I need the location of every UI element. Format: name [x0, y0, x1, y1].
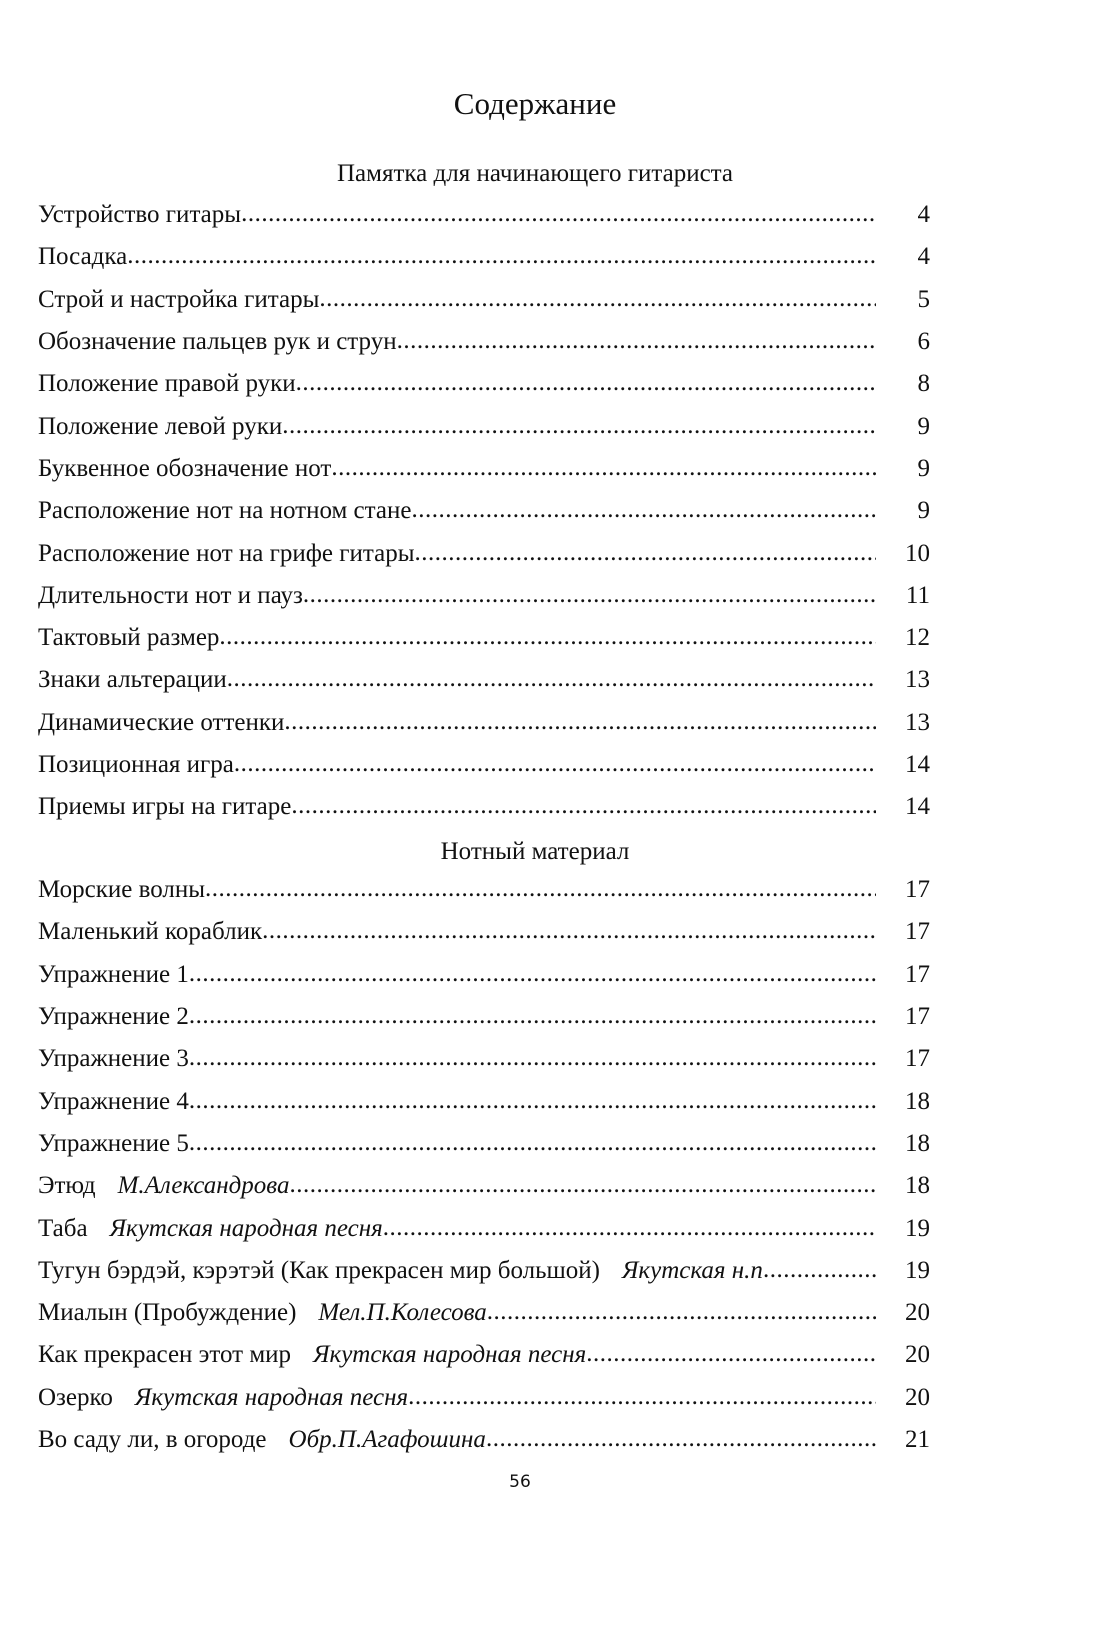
entry-page: 14	[905, 793, 930, 821]
entry-title: Длительности нот и пауз	[38, 581, 303, 609]
entry-title: Приемы игры на гитаре	[38, 793, 292, 821]
entry-title: Тактовый размер	[38, 624, 220, 652]
toc-entry[interactable]	[38, 1038, 930, 1080]
toc-entry[interactable]	[38, 1377, 930, 1419]
leader-dots	[487, 1298, 876, 1328]
entry-title: Маленький кораблик	[38, 918, 263, 946]
entry-page: 17	[905, 960, 930, 988]
leader-dots	[262, 917, 876, 947]
entry-title: Посадка	[38, 243, 128, 271]
toc-entry[interactable]	[38, 617, 930, 659]
leader-dots	[415, 539, 876, 569]
toc-entry[interactable]	[38, 1207, 930, 1249]
entry-author: Якутская народная песня	[134, 1383, 409, 1411]
page-title: Содержание	[453, 86, 617, 121]
toc-entry[interactable]	[38, 279, 930, 321]
toc-entry[interactable]	[38, 1334, 930, 1376]
toc-entry[interactable]	[38, 405, 930, 447]
entry-page: 4	[917, 243, 930, 271]
entry-page: 9	[917, 454, 930, 482]
leader-dots	[411, 496, 876, 526]
entry-page: 13	[905, 666, 930, 694]
entry-author: Обр.П.Агафошина	[288, 1426, 486, 1453]
leader-dots	[189, 960, 876, 990]
leader-dots	[189, 1044, 876, 1074]
entry-page: 17	[905, 876, 930, 904]
entry-page: 17	[905, 1003, 930, 1031]
entry-title: Расположение нот на нотном стане	[38, 497, 412, 525]
entry-title: Упражнение 4	[38, 1087, 189, 1115]
entry-author: Мел.П.Колесова	[318, 1299, 487, 1327]
leader-dots	[189, 1129, 876, 1159]
leader-dots	[189, 1002, 876, 1032]
entry-title: Знаки альтерации	[38, 666, 227, 694]
entry-page: 19	[905, 1214, 930, 1242]
entry-title: Миалын (Пробуждение)	[38, 1299, 297, 1327]
leader-dots	[289, 1171, 876, 1201]
entry-page: 6	[917, 328, 930, 356]
section-heading-guide: Памятка для начинающего гитариста	[336, 160, 734, 187]
toc-entry[interactable]	[38, 1250, 930, 1292]
entry-page: 18	[905, 1087, 930, 1115]
entry-title: Буквенное обозначение нот	[38, 454, 332, 482]
toc-entry[interactable]	[38, 702, 930, 744]
entry-title: Морские волны	[38, 876, 206, 904]
entry-page: 11	[905, 581, 930, 609]
toc-entry[interactable]	[38, 659, 930, 701]
entry-page: 20	[905, 1299, 930, 1327]
entry-title: Положение левой руки	[38, 412, 283, 440]
entry-page: 20	[905, 1383, 930, 1411]
entry-page: 18	[905, 1129, 930, 1157]
leader-dots	[234, 750, 876, 780]
leader-dots	[486, 1425, 876, 1455]
toc-entry[interactable]	[38, 236, 930, 278]
entry-page: 17	[905, 918, 930, 946]
entry-page: 9	[917, 497, 930, 525]
entry-page: 17	[905, 1045, 930, 1073]
leader-dots	[586, 1340, 876, 1370]
leader-dots	[397, 327, 876, 357]
toc-entry[interactable]	[38, 1080, 930, 1122]
toc-entry[interactable]	[38, 321, 930, 363]
toc-entry[interactable]	[38, 575, 930, 617]
entry-title: Обозначение пальцев рук и струн	[38, 328, 397, 356]
entry-title: Озерко	[38, 1383, 113, 1411]
entry-page: 14	[905, 751, 930, 778]
page-number: 56	[509, 1472, 531, 1492]
entry-page: 21	[905, 1426, 930, 1453]
entry-title: Упражнение 2	[38, 1003, 189, 1031]
toc-list-guide	[38, 194, 930, 828]
entry-page: 5	[917, 285, 930, 313]
toc-entry[interactable]	[38, 786, 930, 828]
entry-title: Строй и настройка гитары	[38, 285, 320, 313]
entry-title: Этюд	[38, 1172, 96, 1200]
toc-entry[interactable]	[38, 1292, 930, 1334]
entry-page: 19	[905, 1256, 930, 1284]
entry-title: Упражнение 5	[38, 1129, 189, 1157]
toc-entry[interactable]	[38, 996, 930, 1038]
entry-page: 20	[905, 1341, 930, 1369]
leader-dots	[303, 581, 876, 611]
leader-dots	[282, 412, 876, 442]
toc-entry[interactable]	[38, 532, 930, 574]
leader-dots	[227, 665, 876, 695]
toc-entry[interactable]	[38, 1165, 930, 1207]
entry-author: Якутская н.п	[621, 1256, 763, 1284]
leader-dots	[219, 623, 876, 653]
entry-title: Расположение нот на грифе гитары	[38, 539, 415, 567]
leader-dots	[291, 792, 876, 822]
entry-page: 18	[905, 1172, 930, 1200]
entry-page: 12	[905, 624, 930, 652]
leader-dots	[319, 285, 876, 315]
entry-author: М.Александрова	[117, 1172, 290, 1200]
toc-entry[interactable]	[38, 954, 930, 996]
entry-title: Тугун бэрдэй, кэрэтэй (Как прекрасен мир большой)	[38, 1256, 600, 1284]
leader-dots	[205, 875, 876, 905]
leader-dots	[296, 369, 876, 399]
toc-entry[interactable]	[38, 869, 930, 911]
entry-page: 9	[917, 412, 930, 440]
entry-title: Упражнение 1	[38, 960, 189, 988]
entry-title: Динамические оттенки	[38, 708, 285, 736]
toc-entry[interactable]	[38, 194, 930, 236]
leader-dots	[241, 200, 876, 230]
entry-title: Как прекрасен этот мир	[38, 1341, 292, 1369]
entry-title: Устройство гитары	[38, 201, 242, 229]
leader-dots	[408, 1383, 876, 1413]
entry-page: 4	[917, 201, 930, 229]
entry-title: Упражнение 3	[38, 1045, 189, 1073]
toc-entry[interactable]	[38, 448, 930, 490]
toc-list-music	[38, 869, 930, 1461]
entry-page: 8	[917, 370, 930, 398]
leader-dots	[127, 242, 876, 272]
leader-dots	[284, 708, 876, 738]
entry-title: Положение правой руки	[38, 370, 296, 398]
entry-page: 10	[905, 539, 930, 567]
leader-dots	[763, 1256, 876, 1286]
toc-entry[interactable]	[38, 744, 930, 786]
toc-entry[interactable]	[38, 1419, 930, 1461]
entry-title: Позиционная игра	[38, 751, 234, 778]
entry-author: Якутская народная песня	[109, 1214, 383, 1242]
entry-title: Во саду ли, в огороде	[38, 1426, 267, 1453]
leader-dots	[383, 1214, 876, 1244]
leader-dots	[189, 1087, 876, 1117]
toc-entry[interactable]	[38, 911, 930, 953]
toc-entry[interactable]	[38, 490, 930, 532]
toc-entry[interactable]	[38, 363, 930, 405]
entry-title: Таба	[38, 1214, 88, 1242]
toc-entry[interactable]	[38, 1123, 930, 1165]
section-heading-music: Нотный материал	[440, 838, 630, 865]
leader-dots	[331, 454, 876, 484]
entry-page: 13	[905, 708, 930, 736]
entry-author: Якутская народная песня	[313, 1341, 587, 1369]
